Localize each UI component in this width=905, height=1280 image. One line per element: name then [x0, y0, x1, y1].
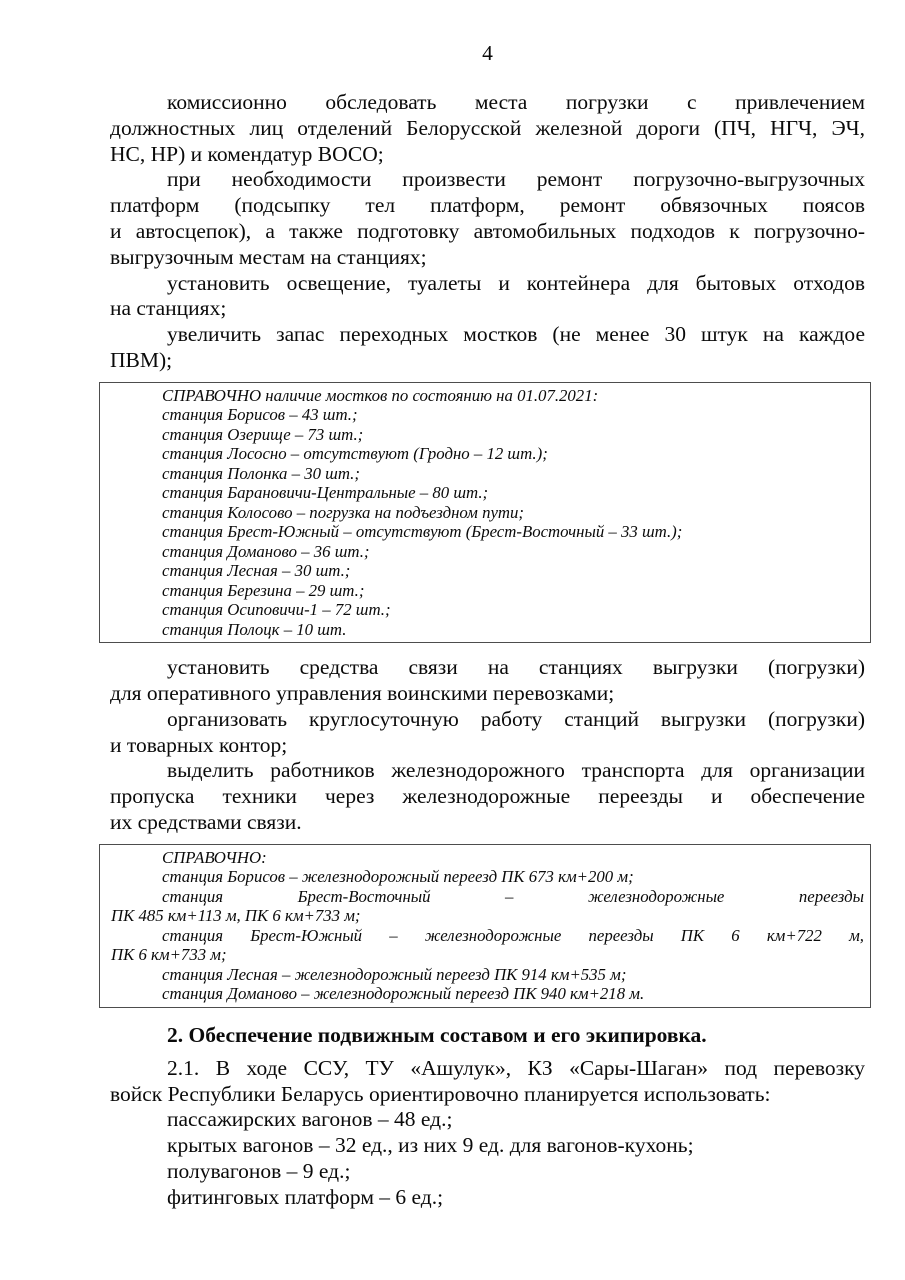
- text-line: пассажирских вагонов – 48 ед.;: [167, 1107, 453, 1132]
- text-line: организовать круглосуточную работу станций выгрузки (погрузки): [167, 706, 865, 731]
- text-line: и автосцепок), а также подготовку автомобильных подходов к погрузочно-: [110, 218, 865, 243]
- paragraph-2-1-intro: [110, 1056, 865, 1108]
- paragraph-railway-workers: [110, 758, 865, 835]
- text-line: СПРАВОЧНО:: [162, 847, 267, 867]
- text-line: станция Лососно – отсутствуют (Гродно – 12 шт.);: [162, 444, 548, 464]
- text-line: установить средства связи на станциях выгрузки (погрузки): [167, 655, 865, 680]
- text-line: войск Республики Беларусь ориентировочно планируется использовать:: [110, 1081, 771, 1106]
- reference-box-bridges: [99, 382, 871, 644]
- text-line: станция Брест-Восточный – железнодорожные переезды: [162, 886, 864, 906]
- text-line: станция Озерище – 73 шт.;: [162, 424, 364, 444]
- text-line: станция Брест-Южный – железнодорожные переезды ПК 6 км+722 м,: [162, 925, 864, 945]
- list-item-gondola-cars: [110, 1159, 865, 1185]
- text-line: их средствами связи.: [110, 810, 302, 835]
- text-line: на станциях;: [110, 296, 227, 321]
- text-line: ПВМ);: [110, 347, 173, 372]
- text-line: станция Доманово – железнодорожный переезд ПК 940 км+218 м.: [162, 984, 645, 1004]
- text-line: станция Борисов – 43 шт.;: [162, 405, 358, 425]
- text-line: станция Борисов – железнодорожный переезд ПК 673 км+200 м;: [162, 867, 634, 887]
- section-heading-rolling-stock: [110, 1022, 865, 1048]
- text-line: выгрузочным местам на станциях;: [110, 244, 427, 269]
- text-line: станция Колосово – погрузка на подъездном пути;: [162, 502, 525, 522]
- text-line: должностных лиц отделений Белорусской железной дороги (ПЧ, НГЧ, ЭЧ,: [110, 115, 865, 140]
- text-line: при необходимости произвести ремонт погрузочно-выгрузочных: [167, 167, 865, 192]
- list-item-passenger-cars: [110, 1107, 865, 1133]
- text-line: станция Полоцк – 10 шт.: [162, 619, 347, 639]
- paragraph-lighting-toilets: [110, 271, 865, 323]
- text-line: станция Осиповичи-1 – 72 шт.;: [162, 600, 391, 620]
- paragraph-round-the-clock-work: [110, 707, 865, 759]
- text-line: выделить работников железнодорожного транспорта для организации: [167, 758, 865, 783]
- text-line: станция Лесная – 30 шт.;: [162, 561, 351, 581]
- text-line: НС, НР) и комендатур ВОСО;: [110, 141, 384, 166]
- paragraph-survey-loading-places: [110, 90, 865, 167]
- text-line: ПК 485 км+113 м, ПК 6 км+733 м;: [111, 906, 361, 926]
- reference-box-crossings: [99, 844, 871, 1008]
- text-line: станция Полонка – 30 шт.;: [162, 463, 360, 483]
- text-line: 2.1. В ходе ССУ, ТУ «Ашулук», КЗ «Сары-Шаган» под перевозку: [167, 1055, 865, 1080]
- text-line: станция Барановичи-Центральные – 80 шт.;: [162, 483, 489, 503]
- text-line: платформ (подсыпку тел платформ, ремонт обвязочных поясов: [110, 193, 865, 218]
- list-item-covered-cars: [110, 1133, 865, 1159]
- paragraph-platform-repair: [110, 167, 865, 270]
- text-line: полувагонов – 9 ед.;: [167, 1159, 351, 1184]
- text-line: комиссионно обследовать места погрузки с привлечением: [167, 90, 865, 114]
- text-line: увеличить запас переходных мостков (не менее 30 штук на каждое: [167, 322, 865, 347]
- text-line: ПК 6 км+733 м;: [111, 945, 227, 965]
- text-line: фитинговых платформ – 6 ед.;: [167, 1184, 444, 1209]
- text-line: для оперативного управления воинскими перевозками;: [110, 681, 615, 706]
- page-number: 4: [482, 41, 493, 65]
- text-line: станция Березина – 29 шт.;: [162, 580, 365, 600]
- text-line: установить освещение, туалеты и контейнера для бытовых отходов: [167, 270, 865, 295]
- text-line: станция Брест-Южный – отсутствуют (Брест-Восточный – 33 шт.);: [162, 522, 683, 542]
- text-line: станция Лесная – железнодорожный переезд ПК 914 км+535 м;: [162, 964, 627, 984]
- text-line: СПРАВОЧНО наличие мостков по состоянию на 01.07.2021:: [162, 385, 599, 405]
- list-item-fitting-platforms: [110, 1185, 865, 1211]
- text-line: крытых вагонов – 32 ед., из них 9 ед. для вагонов-кухонь;: [167, 1133, 694, 1158]
- text-line: пропуска техники через железнодорожные переезды и обеспечение: [110, 784, 865, 809]
- text-line: 2. Обеспечение подвижным составом и его экипировка.: [167, 1022, 707, 1047]
- text-line: станция Доманово – 36 шт.;: [162, 541, 370, 561]
- paragraph-communications: [110, 655, 865, 707]
- text-line: и товарных контор;: [110, 732, 288, 757]
- paragraph-bridges-stock: [110, 322, 865, 374]
- document-body: [110, 90, 865, 1211]
